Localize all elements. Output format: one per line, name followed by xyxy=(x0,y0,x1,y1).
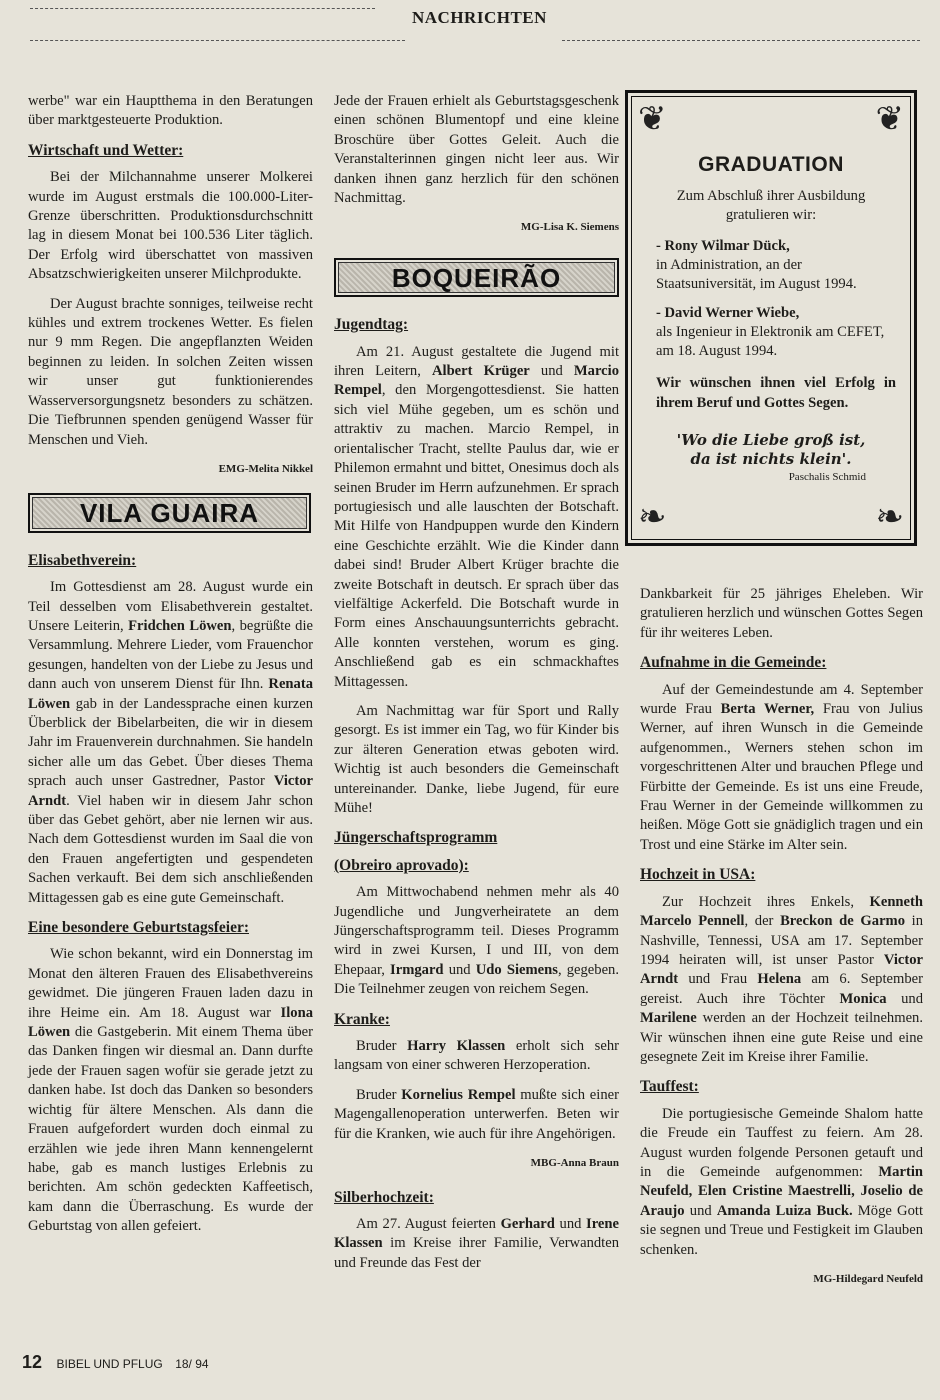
graduation-box xyxy=(625,90,917,546)
banner-vila-guaira xyxy=(28,493,311,532)
paragraph: Am Nachmittag war für Sport und Rally gesorgt. Es ist immer ein Tag, wo für Kinder bis zur älteren Generation etwas geboten wird. Wichtig ist auch besonders die Gemeinschaft untereinander. Danke, liebe Jugend, für eure Mühe! xyxy=(334,702,619,816)
paragraph: werbe" war ein Hauptthema in den Beratungen über marktgesteuerte Produktion. xyxy=(28,93,313,129)
signature: EMG-Melita Nikkel xyxy=(218,462,313,475)
signature: MG-Hildegard Neufeld xyxy=(813,1273,923,1285)
paragraph: Die portugiesische Gemeinde Shalom hatte die Freude ein Tauffest zu feiern. Am 28. August wurden folgende Personen getauft und in die Gemeinde aufgenommen: Martin Neufeld, Elen Cristine Maestrelli, Joselio de Araujo und Amanda Luiza Buck. Möge Gott sie segnen und Treue und Festigkeit im Glauben schenken. xyxy=(640,1105,923,1258)
ornament-icon: ❧ xyxy=(875,497,904,537)
graduation-title: GRADUATION xyxy=(698,153,844,176)
banner-boqueirao xyxy=(334,258,619,297)
heading-tauffest: Tauffest: xyxy=(640,1078,699,1096)
heading-silberhochzeit: Silberhochzeit: xyxy=(334,1188,434,1206)
paragraph: Dankbarkeit für 25 jähriges Eheleben. Wir gratulieren herzlich und wünschen Gottes Segen für ihr weiteres Leben. xyxy=(640,586,923,641)
heading-jugendtag: Jugendtag: xyxy=(334,316,409,334)
graduation-quote: 'Wo die Liebe groß ist, da ist nichts klein'. xyxy=(676,431,866,468)
banner-text: VILA GUAIRA xyxy=(32,497,307,528)
column-3 xyxy=(640,585,923,1303)
paragraph: Bruder Harry Klassen erholt sich sehr langsam von einer schweren Herzoperation. xyxy=(334,1038,619,1074)
graduation-wish: Wir wünschen ihnen viel Erfolg in ihrem Beruf und Gottes Segen. xyxy=(656,375,896,411)
quote-author: Paschalis Schmid xyxy=(788,471,866,483)
top-rule-left xyxy=(30,8,375,9)
heading-hochzeit: Hochzeit in USA: xyxy=(640,866,756,884)
graduation-frame xyxy=(631,96,911,540)
section-title: NACHRICHTEN xyxy=(412,8,547,27)
top-rule-right xyxy=(562,40,920,41)
top-rule-left-lower xyxy=(30,40,405,41)
publication-name: BIBEL UND PFLUG xyxy=(56,1357,163,1371)
paragraph: Im Gottesdienst am 28. August wurde ein Teil desselben vom Elisabethverein gestaltet. Unsere Leiterin, Fridchen Löwen, begrüßte die Versammlung. Mehrere Lieder, vom Frauenchor gesungen, handelten von der Liebe zu Jesus und dann auch von unserem Dienst für Ihn. Renata Löwen gab in der Landessprache einen kurzen Überblick der Bibelarbeiten, die wir in diesem Jahr im Frauenverein durchnahmen. Sie handeln sicher alle um das Gebet. Über dieses Thema sprach auch unser Gastredner, Pastor Victor Arndt. Viel haben wir in diesem Jahr schon über das Gebet gehört, aber nie lernen wir aus. Nach dem Gottesdienst wurden im Saal die von den Frauen angefertigten und gespendeten Sachen verkauft. Bei dem sich anschließenden Mittagessen gab es eine gute Gemeinschaft. xyxy=(28,579,313,906)
ornament-icon: ❦ xyxy=(638,99,667,139)
paragraph: Am 21. August gestaltete die Jugend mit ihren Leitern, Albert Krüger und Marcio Rempel, den Morgengottesdienst. Sie hatten sich viel Mühe gegeben, um es schön und attraktiv zu machen. Marcio Rempel, in orientalischer Tracht, stellte Paulus dar, wie er Philemon ermahnt und bittet, Onesimus doch als seinen Bruder im Herrn aufzunehmen. Er sprach portugiesisch und alle lauschten der Botschaft. Mit Hilfe von Handpuppen wurde den Kindern eine Geschichte erzählt. Wie die Kinder dann dabei sind! Bruder Albert Krüger brachte die zweite Botschaft in deutsch. Er sprach über das vielfältige Ackerfeld. Die Botschaft wurde in Form eines Anschauungsunterrichts gebracht. Alle konnten verstehen, worum es ging. Anschließend gab es ein schmackhaftes Mittagessen. xyxy=(334,343,620,690)
column-1 xyxy=(28,92,313,1247)
banner-text: BOQUEIRÃO xyxy=(338,262,615,293)
graduation-entry: - David Werner Wiebe, als Ingenieur in Elektronik am CEFET, am 18. August 1994. xyxy=(656,305,885,359)
heading-aufnahme: Aufnahme in die Gemeinde: xyxy=(640,654,827,672)
heading-juengerschaft: Jüngerschaftsprogramm xyxy=(334,829,498,847)
page-number: 12 xyxy=(22,1352,43,1372)
graduation-intro: Zum Abschluß ihrer Ausbildung gratulieren wir: xyxy=(676,188,866,223)
paragraph: Jede der Frauen erhielt als Geburtstagsgeschenk einen schönen Blumentopf und eine kleine Broschüre über Gottes Geleit. Auch die Veranstalterinnen gingen nicht leer aus. Wir danken ihnen ganz herzlich für den schönen Nachmittag. xyxy=(334,93,619,207)
paragraph: Zur Hochzeit ihres Enkels, Kenneth Marcelo Pennell, der Breckon de Garmo in Nashville, Tennessi, USA am 17. September 1994 heiraten will, ist unser Pastor Victor Arndt und Frau Helena am 6. September gereist. Auch ihre Töchter Monica und Marilene werden an der Hochzeit teilnehmen. Wir wünschen ihnen eine gute Reise und eine gesegnete Zeit im Kreise ihrer Familie. xyxy=(640,893,924,1065)
heading-obreiro: (Obreiro aprovado): xyxy=(334,856,469,874)
heading-kranke: Kranke: xyxy=(334,1010,390,1028)
paragraph: Auf der Gemeindestunde am 4. September wurde Frau Berta Werner, Frau von Julius Werner, auf ihren Wunsch in die Gemeinde aufgenommen., Werners stehen schon im vorgeschrittenen Alter und brauchen Pflege und Fürbitte der Gemeinde. Es ist uns eine Freude, Frau Werner in der Gemeinde willkommen zu heißen. Möge Gott sie gnädiglich tragen und ein Trost und eine Stärke im Alter sein. xyxy=(640,681,923,853)
paragraph: Bruder Kornelius Rempel mußte sich einer Magengallenoperation unterwerfen. Beten wir für die Kranken, wie auch für ihre Angehörigen. xyxy=(334,1086,619,1142)
heading-geburtstagsfeier: Eine besondere Geburtstagsfeier: xyxy=(28,919,249,937)
graduation-entry: - Rony Wilmar Dück, in Administration, an der Staatsuniversität, im August 1994. xyxy=(656,238,857,292)
signature: MG-Lisa K. Siemens xyxy=(520,221,619,234)
heading-wirtschaft: Wirtschaft und Wetter: xyxy=(28,141,184,159)
signature: MBG-Anna Braun xyxy=(530,1157,619,1170)
paragraph: Wie schon bekannt, wird ein Donnerstag im Monat den älteren Frauen des Elisabethvereins gewidmet. Die jüngeren Frauen laden dazu in ihre Heime ein. Am 18. August war Ilona Löwen die Gastgeberin. Mit einem Thema über das Danken fingen wir diesmal an. Dann durfte jede der Frauen sagen wofür sie gerade jetzt zu danken habe. Ist doch das Danken so besonders wichtig für ältere Menschen. Als dann die Frauen aufgefordert wurden doch einmal zu erzählen wie jede ihren Mann kennengelernt habe, gab es manch lustiges Erlebnis zu berichten. Am schön gedeckten Kaffeetisch, kam dann die Überraschung. Es wurde der Geburtstag von allen gefeiert. xyxy=(28,946,313,1235)
ornament-icon: ❦ xyxy=(875,99,904,139)
page-footer xyxy=(22,1352,209,1373)
paragraph: Der August brachte sonniges, teilweise recht kühles und extrem trockenes Wetter. Es fielen nur 9 mm Regen. Die angepflanzten Weiden beginnen zu leiden. In solchen Zeiten wissen wir unser gut funktionierendes Wasserversorgungsnetz besonders zu schätzen. Die Tiefbrunnen spenden genügend Wasser für Menschen und Vieh. xyxy=(28,295,313,448)
heading-elisabethverein: Elisabethverein: xyxy=(28,551,137,569)
column-2 xyxy=(334,92,619,1283)
paragraph: Am 27. August feierten Gerhard und Irene Klassen im Kreise ihrer Familie, Verwandten und Freunde das Fest der xyxy=(334,1215,619,1271)
issue-number: 18/ 94 xyxy=(175,1357,209,1371)
paragraph: Am Mittwochabend nehmen mehr als 40 Jugendliche und Jungverheiratete an dem Jüngerschaftsprogramm teil. Dieses Programm wird in zwei Kursen, I und III, von dem Ehepaar, Irmgard und Udo Siemens, gegeben. Die Teilnehmer zeugen von reichem Segen. xyxy=(334,884,620,998)
paragraph: Bei der Milchannahme unserer Molkerei wurde im August erstmals die 100.000-Liter-Grenze überschritten. Produktionsdurchschnitt lag in diesem Monat bei 100.536 Liter täglich. Der Erfolg wird überschattet von massiven Absatzschwierigkeiten unserer Milchprodukte. xyxy=(28,169,313,283)
ornament-icon: ❧ xyxy=(638,497,667,537)
